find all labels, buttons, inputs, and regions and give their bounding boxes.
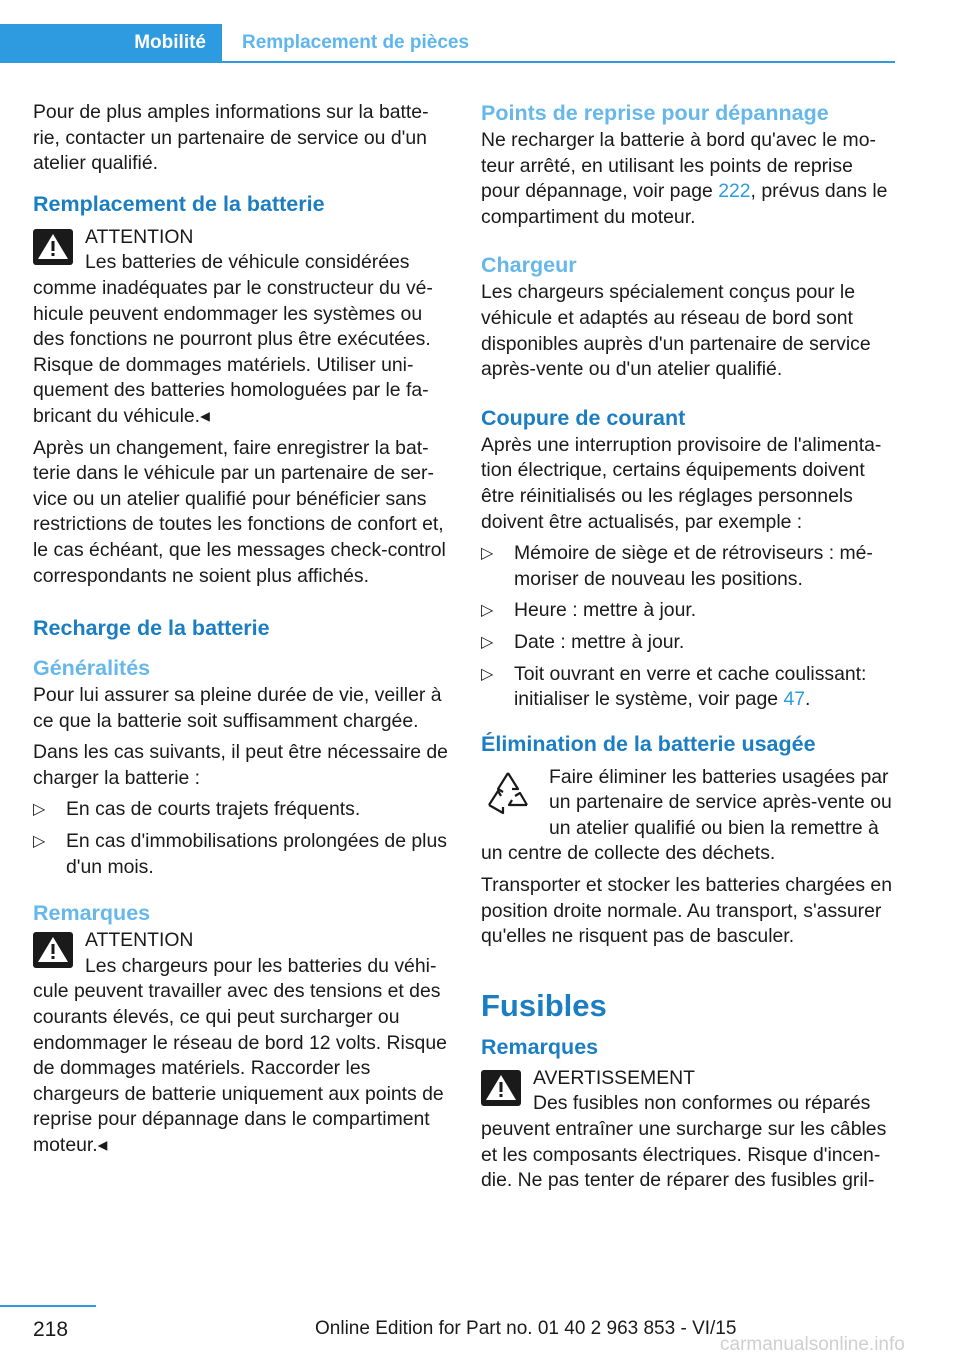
heading-battery-replacement: Remplacement de la batterie (33, 191, 325, 216)
list-item (33, 829, 448, 880)
heading-fuse-remarks: Remarques (481, 1034, 599, 1059)
footer-rule (0, 1305, 96, 1307)
list-item (481, 630, 896, 656)
list-item (481, 662, 896, 713)
warning-title: ATTENTION (85, 929, 194, 952)
bullet-triangle-icon: ▷ (33, 801, 46, 819)
heading-power-cut: Coupure de courant (481, 405, 686, 430)
power-cut-list (481, 541, 896, 713)
general-paragraph: Pour lui assurer sa pleine durée de vie, veiller à ce que la batterie soit suffisamment chargée. (33, 684, 442, 732)
left-column (33, 100, 448, 1165)
list-item-text: En cas de courts trajets fréquents. (66, 798, 361, 821)
list-item (481, 541, 896, 592)
list-item (33, 797, 448, 823)
heading-jump-points: Points de reprise pour dépannage (481, 101, 829, 125)
warning-text: Les batteries de véhicule considérées comme inadéquates par le constructeur du véhicule peuvent endommager les systèmes ou des fonctions ne pourront plus être exécutées. Risque de dommages matériels. Utiliser uniquement des batteries homologuées par le fabricant du véhicule.◂ (33, 251, 433, 427)
bullet-triangle-icon: ▷ (481, 665, 494, 683)
disposal-paragraph: Faire éliminer les batteries usagées par un partenaire de service après-vente ou un atelier qualifié ou bien la remettre à un centre de collecte des déchets. (481, 765, 892, 865)
cases-list (33, 797, 448, 880)
heading-remarks: Remarques (33, 901, 151, 926)
heading-fuses: Fusibles (481, 987, 607, 1023)
bullet-triangle-icon: ▷ (481, 602, 494, 620)
after-change-paragraph: Après un changement, faire enregistrer la batterie dans le véhicule par un partenaire de service ou un atelier qualifié pour bénéficier sans restrictions de toutes les fonctions de confort et, le cas échéant, que les messages check-control correspondants ne soient plus affichés. (33, 436, 446, 587)
transport-paragraph: Transporter et stocker les batteries chargées en position droite normale. Au transport, s'assurer qu'elles ne risquent pas de basculer. (481, 874, 892, 948)
bullet-triangle-icon: ▷ (481, 633, 494, 651)
jump-points-paragraph: Ne recharger la batterie à bord qu'avec le moteur arrêté, en utilisant les points de reprise pour dépannage, voir page 222, prévus dans le compartiment du moteur. (481, 129, 888, 228)
warning-icon (33, 932, 73, 968)
warning-icon (33, 229, 73, 265)
heading-general: Généralités (33, 656, 151, 681)
warning-title: AVERTISSEMENT (533, 1066, 695, 1089)
heading-disposal: Élimination de la batterie usagée (481, 731, 816, 756)
section-tab[interactable]: Remplacement de pièces (242, 32, 470, 53)
warning-text: Des fusibles non conformes ou réparés peuvent entraîner une surcharge sur les câbles et les composants électriques. Risque d'incendie. Ne pas tenter de réparer des fusibles gril- (481, 1092, 887, 1192)
power-cut-paragraph: Après une interruption provisoire de l'alimentation électrique, certains équipements doivent être réinitialisés ou les réglages personnels doivent être actualisés, par exemple : (481, 433, 882, 533)
heading-charger: Chargeur (481, 253, 577, 278)
warning-icon (481, 1070, 521, 1106)
list-item-text: En cas d'immobilisations prolongées de plus d'un mois. (66, 830, 447, 878)
list-item-text: Mémoire de siège et de rétroviseurs : mémoriser de nouveau les positions. (514, 542, 873, 590)
chapter-tab[interactable]: Mobilité (0, 24, 222, 61)
warning-block (481, 1066, 896, 1194)
list-item-text: Date : mettre à jour. (514, 630, 685, 653)
page-link[interactable]: 47 (783, 688, 806, 711)
disposal-block (481, 765, 896, 867)
recycle-icon (483, 769, 533, 819)
page-header (0, 24, 895, 63)
bullet-triangle-icon: ▷ (481, 545, 494, 563)
warning-block (33, 928, 448, 1158)
list-item (481, 598, 896, 624)
heading-recharge: Recharge de la batterie (33, 616, 270, 641)
page-link[interactable]: 222 (718, 180, 751, 203)
watermark: carmanualsonline.info (720, 1334, 905, 1355)
charger-paragraph: Les chargeurs spécialement conçus pour le véhicule et adaptés au réseau de bord sont disponibles auprès d'un partenaire de service après-vente ou d'un atelier qualifié. (481, 281, 871, 381)
right-column (481, 100, 896, 1200)
warning-block (33, 225, 448, 430)
bullet-triangle-icon: ▷ (33, 833, 46, 851)
warning-title: ATTENTION (85, 225, 194, 248)
cases-paragraph: Dans les cas suivants, il peut être nécessaire de charger la batterie : (33, 741, 448, 789)
edition-text: Online Edition for Part no. 01 40 2 963 853 - VI/15 (315, 1318, 737, 1339)
warning-text: Les chargeurs pour les batteries du véhicule peuvent travailler avec des tensions et des courants élevés, ce qui peut surcharger ou endommager le réseau de bord 12 volts. Risque de dommages matériels. Raccorder les chargeurs de batterie uniquement aux points de reprise pour dépannage dans le compartiment moteur.◂ (33, 954, 447, 1156)
page-number: 218 (33, 1318, 69, 1341)
list-item-text: Toit ouvrant en verre et cache coulissant: initialiser le système, voir page 47. (514, 662, 867, 711)
list-item-text: Heure : mettre à jour. (514, 599, 697, 622)
intro-paragraph: Pour de plus amples informations sur la batterie, contacter un partenaire de service ou d'un atelier qualifié. (33, 101, 429, 175)
